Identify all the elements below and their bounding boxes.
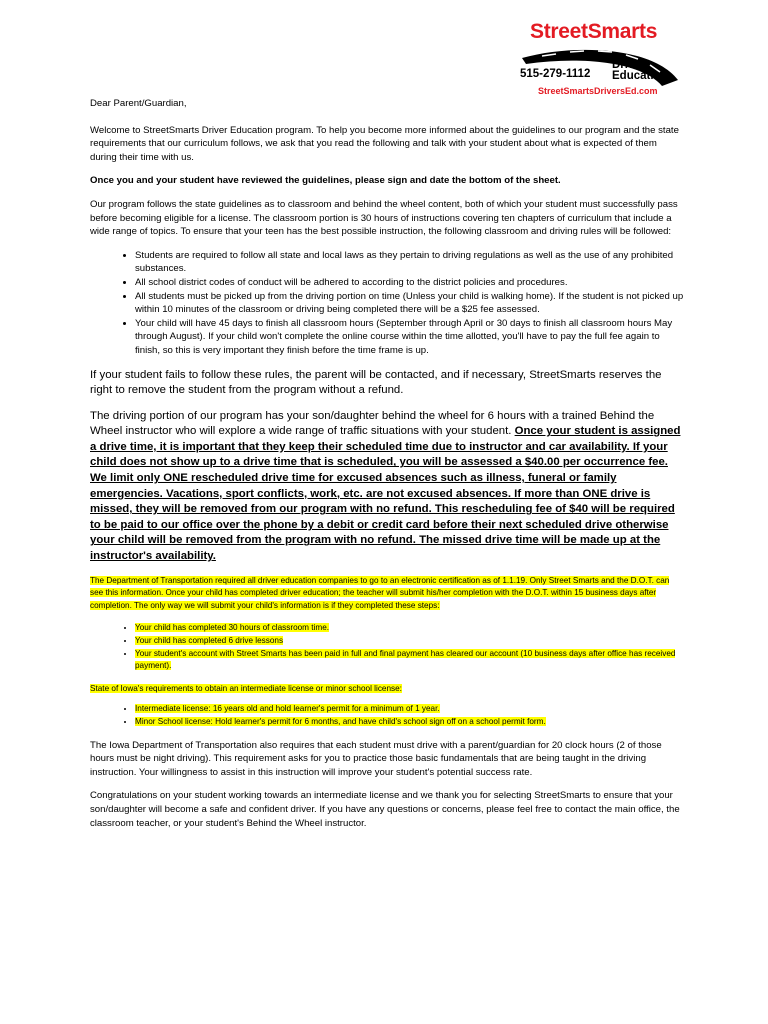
license-text: Minor School license: Hold learner's permit for 6 months, and have child's school sign off on a school permit form. [135, 716, 546, 726]
program-paragraph: Our program follows the state guidelines as to classroom and behind the wheel content, both of which your student must successfully pass before becoming eligible for a license. The classroom portion is 30 hours of instructions covering ten chapters of curriculum that include a wide range of topics. To ensure that your teen has the best possible instruction, the following classroom and driving rules will be followed: [90, 198, 678, 238]
step-text: Your child has completed 6 drive lessons [135, 636, 284, 645]
logo-tagline-line1: Driver [612, 59, 646, 71]
step-text: Your student's account with Street Smarts has been paid in full and final payment has cleared our account (10 business days after office has received payment). [135, 648, 676, 671]
rules-list [90, 249, 684, 358]
logo-tagline-line2: Education [612, 70, 668, 82]
rules-warning: If your student fails to follow these rules, the parent will be contacted, and if necessary, StreetSmarts reserves the right to remove the student from the program without a refund. [90, 368, 662, 397]
license-list [90, 703, 684, 728]
list-item [135, 635, 684, 648]
dot-text: The Department of Transportation required all driver education companies to go to an electronic certification as of 1.1.19. Only Street Smarts and the D.O.T. can see this information. Once your child has completed driver education; the teacher will submit his/her completion with the D.O.T. within 15 business days after completion. The only way we will submit your child's information is if they completed these steps: [90, 575, 670, 610]
logo-brand: StreetSmarts [530, 20, 658, 43]
sign-notice: Once you and your student have reviewed the guidelines, please sign and date the bottom of the sheet. [90, 175, 561, 187]
iowa-heading-text: State of Iowa's requirements to obtain an intermediate license or minor school license: [90, 683, 402, 693]
driving-policy: Once your student is assigned a drive time, it is important that they keep their scheduled time due to instructor and car availability. If your child does not show up to a drive time that is scheduled, you will be assessed a $40.00 per occurrence fee. We limit only ONE rescheduled drive time for excused absences such as illness, funeral or family emergencies. Vacations, sport conflicts, work, etc. are not excused absences. If more than ONE drive is missed, they will be removed from our program with no refund. This rescheduling fee of $40 will be required to be paid to our office over the phone by a debit or credit card before their next scheduled drive otherwise your child will be removed from the program with no refund. The missed drive time will be made up at the instructor's availability. [90, 425, 681, 563]
driving-paragraph [90, 409, 684, 565]
practice-paragraph: The Iowa Department of Transportation also requires that each student must drive with a parent/guardian for 20 clock hours (2 of those hours must be night driving). This requirement asks for you to practice those basic fundamentals that are being taught in the driving instruction. Your willingness to assist in this instruction will improve your student's potential success rate. [90, 739, 662, 778]
letter-body [90, 97, 684, 840]
steps-list [90, 622, 684, 672]
logo-url: StreetSmartsDriversEd.com [538, 86, 658, 96]
step-text: Your child has completed 30 hours of classroom time. [135, 623, 330, 633]
dot-paragraph [90, 575, 684, 613]
intro-paragraph: Welcome to StreetSmarts Driver Education program. To help you become more informed about the guidelines to our program and the state requirements that our curriculum follows, we ask that you read the following and talk with your student about what is expected of them during their time with us. [90, 124, 679, 163]
list-item: • Students are required to follow all state and local laws as they pertain to driving regulations as well as the use of any prohibited substances. [135, 249, 684, 276]
list-item: • All school district codes of conduct will be adhered to according to the district policies and procedures. [135, 276, 684, 290]
list-item [135, 716, 684, 729]
list-item: • Your child will have 45 days to finish all classroom hours (September through April or 30 days to finish all classroom hours May through August). If your child won't complete the online course within the time allotted, you'll have to pay the full fee again to finish, so this is very important they finish before the time frame is up. [135, 317, 684, 358]
logo-phone: 515-279-1112 [520, 68, 591, 80]
license-text: Intermediate license: 16 years old and hold learner's permit for a minimum of 1 year. [135, 704, 440, 714]
list-item: • All students must be picked up from the driving portion on time (Unless your child is walking home). If the student is not picked up within 10 minutes of the classroom or driving being completed there will be a $25 fee assessed. [135, 290, 684, 317]
list-item [135, 648, 684, 673]
list-item [135, 703, 684, 716]
list-item [135, 622, 684, 635]
closing-paragraph: Congratulations on your student working towards an intermediate license and we thank you for selecting StreetSmarts to ensure that your son/daughter will become a safe and confident driver. If you have any questions or concerns, please feel free to contact the main office, the classroom teacher, or your student's Behind the Wheel instructor. [90, 790, 680, 829]
logo-tagline [612, 60, 668, 82]
iowa-heading [90, 683, 684, 696]
greeting: Dear Parent/Guardian, [90, 98, 187, 109]
streetsmarts-logo [512, 18, 682, 98]
driving-intro: The driving portion of our program has your son/daughter behind the wheel for 6 hours with a trained Behind the Wheel instructor who will explore a wide range of traffic situations with your student. [90, 409, 655, 438]
